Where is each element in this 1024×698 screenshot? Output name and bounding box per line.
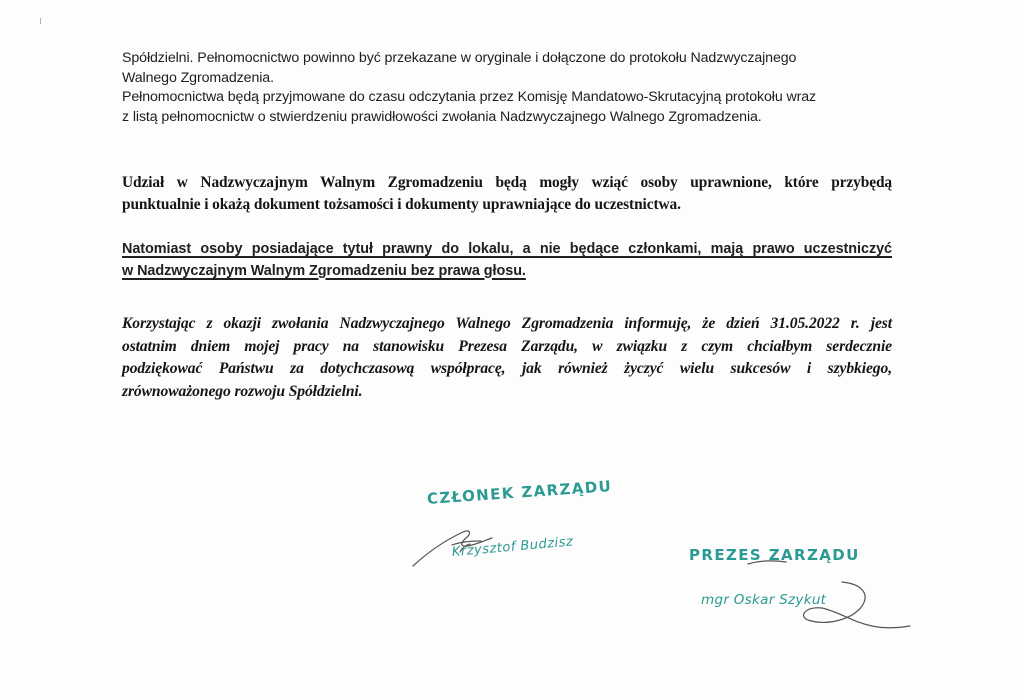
non-member-line-1: Natomiast osoby posiadające tytuł prawny do lokalu, a nie będące członkami, mają prawo uczestniczyć — [122, 241, 892, 257]
non-member-line-2: w Nadzwyczajnym Walnym Zgromadzeniu bez prawa głosu. — [122, 262, 526, 279]
board-member-stamp-name: Krzysztof Budzisz — [451, 534, 574, 560]
president-stamp-name: mgr Oskar Szykut — [701, 592, 827, 608]
scan-mark — [40, 18, 41, 24]
proxy-paragraph — [122, 49, 892, 127]
proxy-line-2: Walnego Zgromadzenia. — [122, 69, 274, 86]
farewell-line-1: Korzystając z okazji zwołania Nadzwyczajnego Walnego Zgromadzenia informuję, że dzień 31.05.2022 r. jest — [122, 315, 892, 332]
non-member-notice-paragraph — [122, 239, 892, 282]
president-stamp-title: PREZES ZARZĄDU — [689, 546, 860, 564]
proxy-line-1: Spółdzielni. Pełnomocnictwo powinno być przekazane w oryginale i dołączone do protokołu Nadzwyczajnego — [122, 50, 797, 66]
participation-line-2: punktualnie i okażą dokument tożsamości i dokumenty uprawniające do uczestnictwa. — [122, 195, 681, 213]
farewell-line-2: ostatnim dniem mojej pracy na stanowisku Prezesa Zarządu, w związku z czym chciałbym serdecznie — [122, 337, 892, 355]
farewell-paragraph — [122, 313, 892, 403]
proxy-line-3: Pełnomocnictwa będą przyjmowane do czasu odczytania przez Komisję Mandatowo-Skrutacyjną protokołu wraz — [122, 89, 817, 105]
proxy-line-4: z listą pełnomocnictw o stwierdzeniu prawidłowości zwołania Nadzwyczajnego Walnego Zgromadzenia. — [122, 108, 762, 125]
board-member-stamp-title: CZŁONEK ZARZĄDU — [426, 477, 613, 508]
participation-line-1: Udział w Nadzwyczajnym Walnym Zgromadzeniu będą mogły wziąć osoby uprawnione, które przybędą — [122, 174, 892, 191]
farewell-line-4: zrównoważonego rozwoju Spółdzielni. — [122, 382, 363, 400]
participation-paragraph — [122, 172, 892, 215]
farewell-line-3: podziękować Państwu za dotychczasową współpracę, jak również życzyć wielu sukcesów i szybkiego, — [122, 360, 892, 377]
